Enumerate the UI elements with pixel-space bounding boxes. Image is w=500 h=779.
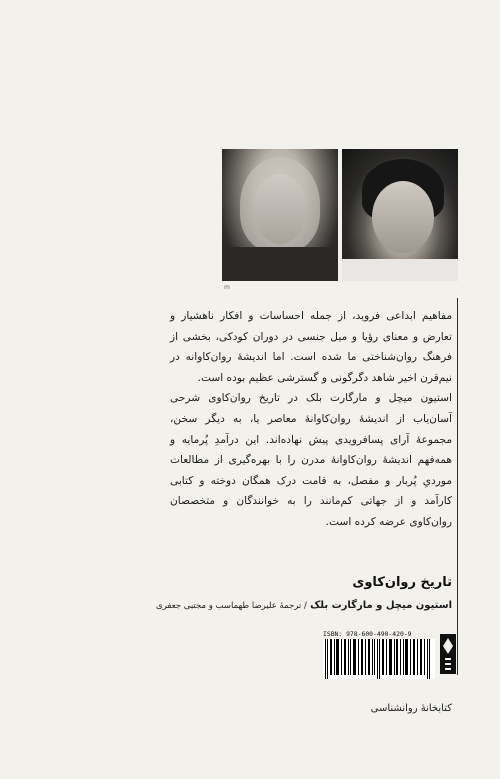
publisher-logo-icon (440, 634, 456, 674)
photo-credit: m (224, 284, 230, 291)
barcode-block (323, 630, 453, 690)
blurb-paragraph-2: استیون میچل و مارگارت بلک در تاریخ روان‌کاوی شرحی آسان‌یاب از اندیشهٔ روان‌کاوانهٔ معاصر یا، به دیگر سخن، مجموعهٔ آرای پسافرویدی پیش نهاده‌اند. این درآمدِ پُرمایه و همه‌فهم اندیشهٔ روان‌کاوانهٔ مدرن را با بهره‌گیری از مطالعات موردیِ پُربار و مفصل، به قامت درک همگان دوخته و کتابی کارآمد و از جهاتی کم‌مانند را به خوانندگان و متخصصان روان‌کاوی عرضه کرده است. (170, 392, 452, 528)
translators: / ترجمهٔ علیرضا طهماسب و مجتبی جعفری (156, 601, 307, 611)
blurb-paragraph-1: مفاهیم ابداعی فروید، از جمله احساسات و افکار ناهشیار و تعارض و معنای رؤیا و میل جنسی در دوران کودکی، بخشی از فرهنگ روان‌شناختی ما شده است. اما اندیشهٔ روان‌کاوانه در نیم‌قرن اخیر شاهد دگرگونی و گسترشی عظیم بوده است. (170, 310, 452, 384)
blurb-text (170, 306, 452, 533)
series-name: کتابخانهٔ روانشناسی (370, 703, 452, 714)
author-photo-stephen-mitchell (342, 149, 458, 281)
barcode (323, 639, 435, 679)
authors: استیون میچل و مارگارت بلک (310, 600, 452, 611)
book-title: تاریخ روان‌کاوی (352, 575, 452, 590)
author-photo-margaret-black (222, 149, 338, 281)
vertical-rule (457, 298, 458, 675)
isbn-label: ISBN: 978-600-490-420-9 (323, 630, 412, 638)
author-line (156, 600, 452, 611)
author-photos (222, 149, 458, 281)
